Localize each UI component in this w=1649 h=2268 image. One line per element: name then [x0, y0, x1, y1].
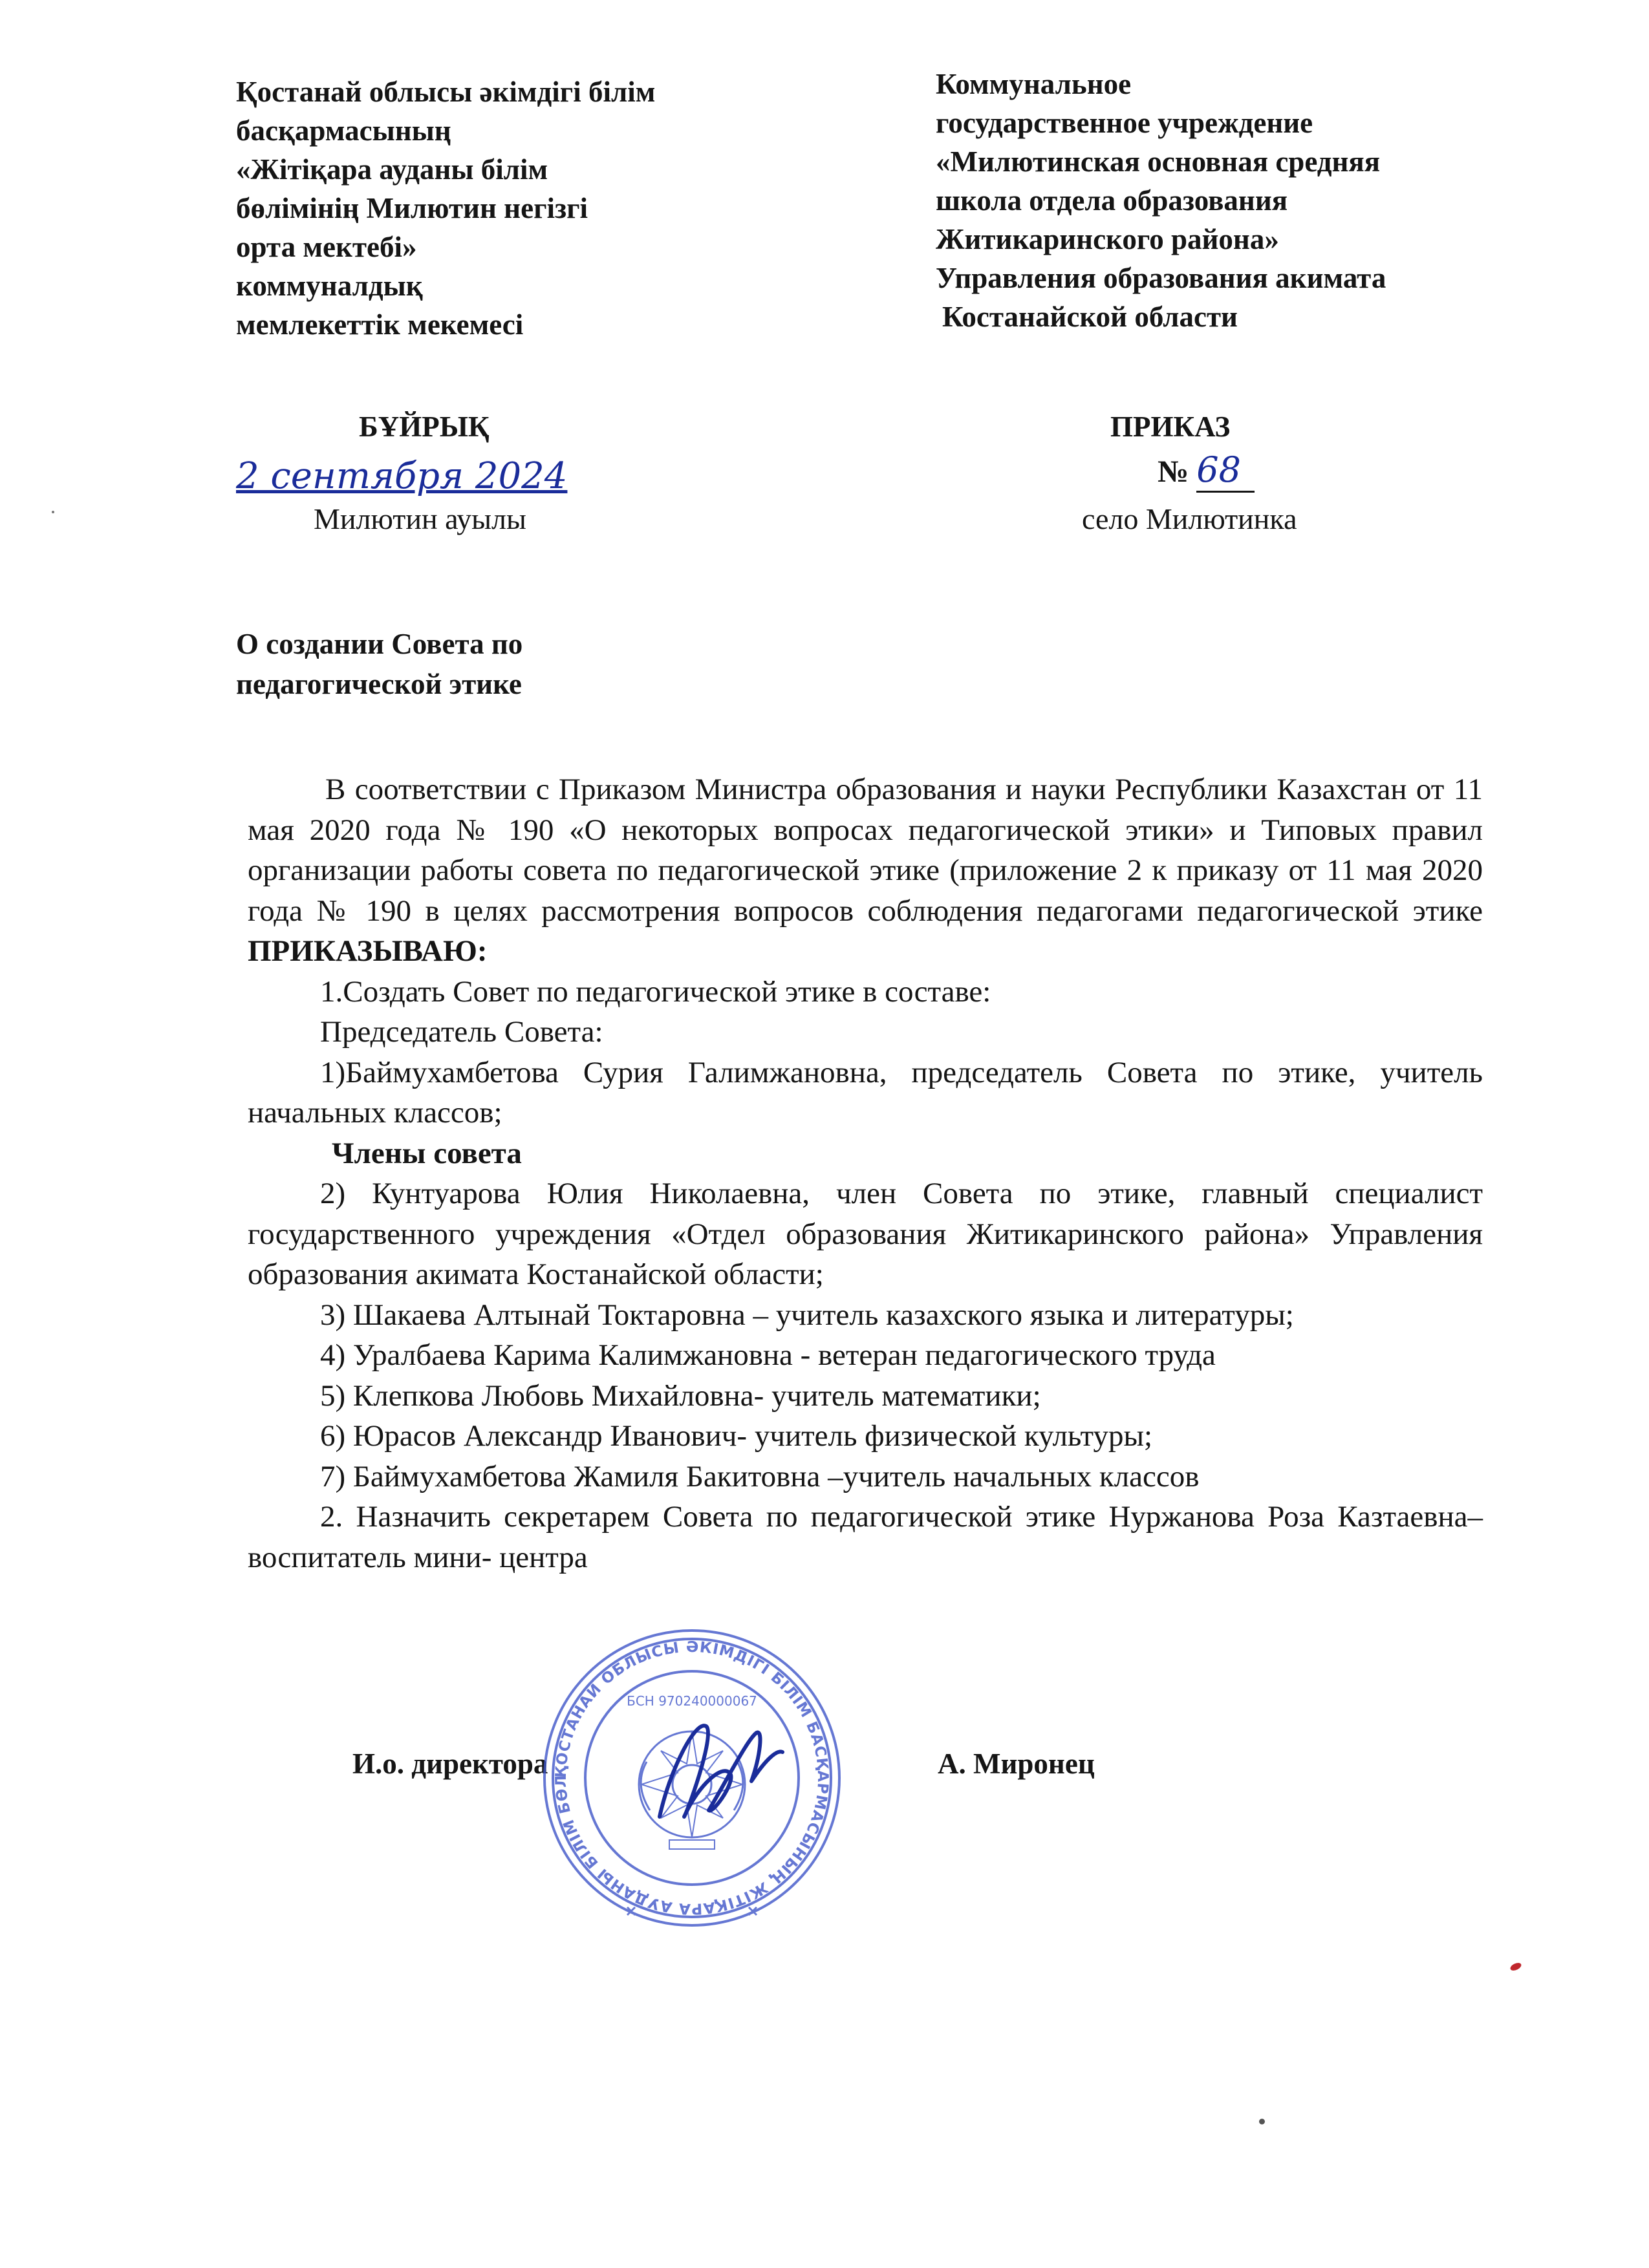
stamp-outer-ring	[544, 1631, 839, 1925]
kazakhstan-emblem-icon	[639, 1731, 745, 1849]
member-entry: 5) Клепкова Любовь Михайловна- учитель математики;	[320, 1378, 1041, 1413]
order-item-2: 2. Назначить секретарем Совета по педагогической этике Нуржанова Роза Казтаевна– воспитатель мини- центра	[248, 1500, 1483, 1574]
order-intro-text: В соответствии с Приказом Министра образования и науки Республики Казахстан от 11 мая 2020 года № 190 «О некоторых вопросах педагогической этики» и Типовых правил организации работы совета по педагогической этике (приложение 2 к приказу от 11 мая 2020 года № 190 в целях рассмотрения вопросов соблюдения педагогами педагогической этике	[248, 773, 1483, 928]
header-left-kz	[236, 72, 655, 344]
order-place-kz: Милютин ауылы	[314, 502, 526, 535]
scan-speck	[1259, 2119, 1265, 2124]
order-label-kz: БҰЙРЫҚ	[359, 411, 490, 443]
member-entry: 3) Шакаева Алтынай Токтаровна – учитель казахского языка и литературы;	[320, 1298, 1294, 1332]
scan-speck	[52, 511, 54, 513]
header-left-line: Қостанай облысы әкімдігі білім	[236, 76, 656, 108]
header-left-line: бөлімінің Милютин негізгі	[236, 192, 588, 224]
header-right-line: Житикаринского района»	[936, 223, 1279, 255]
official-stamp-graphic	[537, 1623, 847, 1933]
header-right-line: государственное учреждение	[936, 107, 1313, 139]
chair-entry: 1)Баймухамбетова Сурия Галимжановна, председатель Совета по этике, учитель начальных классов;	[248, 1055, 1483, 1129]
signatory-name: А. Миронец	[938, 1748, 1095, 1780]
order-command-word: ПРИКАЗЫВАЮ:	[248, 934, 488, 968]
order-date-handwritten: 2 сентября 2024	[236, 455, 568, 497]
members-heading: Члены совета	[332, 1136, 522, 1170]
header-right-line: «Милютинская основная средняя	[936, 145, 1381, 178]
scan-speck	[1509, 1962, 1523, 1973]
order-number-prefix: №	[1158, 455, 1189, 489]
signatory-position: И.о. директора	[352, 1748, 548, 1780]
header-left-line: коммуналдық	[236, 270, 423, 302]
header-right-line: Костанайской области	[942, 301, 1238, 333]
order-intro-paragraph	[248, 769, 1483, 972]
header-right-line: школа отдела образования	[936, 184, 1288, 217]
order-place-ru: село Милютинка	[1082, 502, 1297, 535]
header-left-line: мемлекеттік мекемесі	[236, 308, 524, 341]
member-entry: 6) Юрасов Александр Иванович- учитель физической культуры;	[320, 1419, 1153, 1453]
stamp-ring-text: ҚОСТАНАЙ ОБЛЫСЫ ӘКІМДІГІ БІЛІМ БАСҚАРМАСЫНЫҢ ЖІТІҚАРА АУДАНЫ БІЛІМ БӨЛ	[552, 1638, 832, 1918]
official-stamp	[537, 1623, 847, 1933]
stamp-bin: БСН 970240000067	[627, 1693, 757, 1709]
order-item-1: 1.Создать Совет по педагогической этике в составе:	[320, 974, 991, 1009]
header-right-line: Коммунальное	[936, 68, 1132, 100]
order-body	[248, 769, 1483, 1578]
header-right-ru	[936, 65, 1386, 336]
header-left-line: орта мектебі»	[236, 231, 417, 263]
header-left-line: «Жітіқара ауданы білім	[236, 153, 548, 186]
order-label-ru: ПРИКАЗ	[1110, 411, 1231, 443]
header-left-line: басқармасының	[236, 114, 451, 147]
member-entry: 2) Кунтуарова Юлия Николаевна, член Совета по этике, главный специалист государственного учреждения «Отдел образования Житикаринского района» Управления образования акимата Костанайской области;	[248, 1177, 1483, 1291]
order-subject-line: О создании Совета по	[236, 628, 523, 660]
order-number-handwritten: 68	[1196, 449, 1255, 493]
order-number	[1158, 449, 1255, 493]
order-subject-line: педагогической этике	[236, 668, 522, 700]
chair-heading: Председатель Совета:	[320, 1015, 603, 1049]
member-entry: 4) Уралбаева Карима Калимжановна - ветеран педагогического труда	[320, 1338, 1216, 1372]
member-entry: 7) Баймухамбетова Жамиля Бакитовна –учитель начальных классов	[320, 1459, 1200, 1493]
order-subject	[236, 624, 523, 704]
header-right-line: Управления образования акимата	[936, 262, 1386, 294]
